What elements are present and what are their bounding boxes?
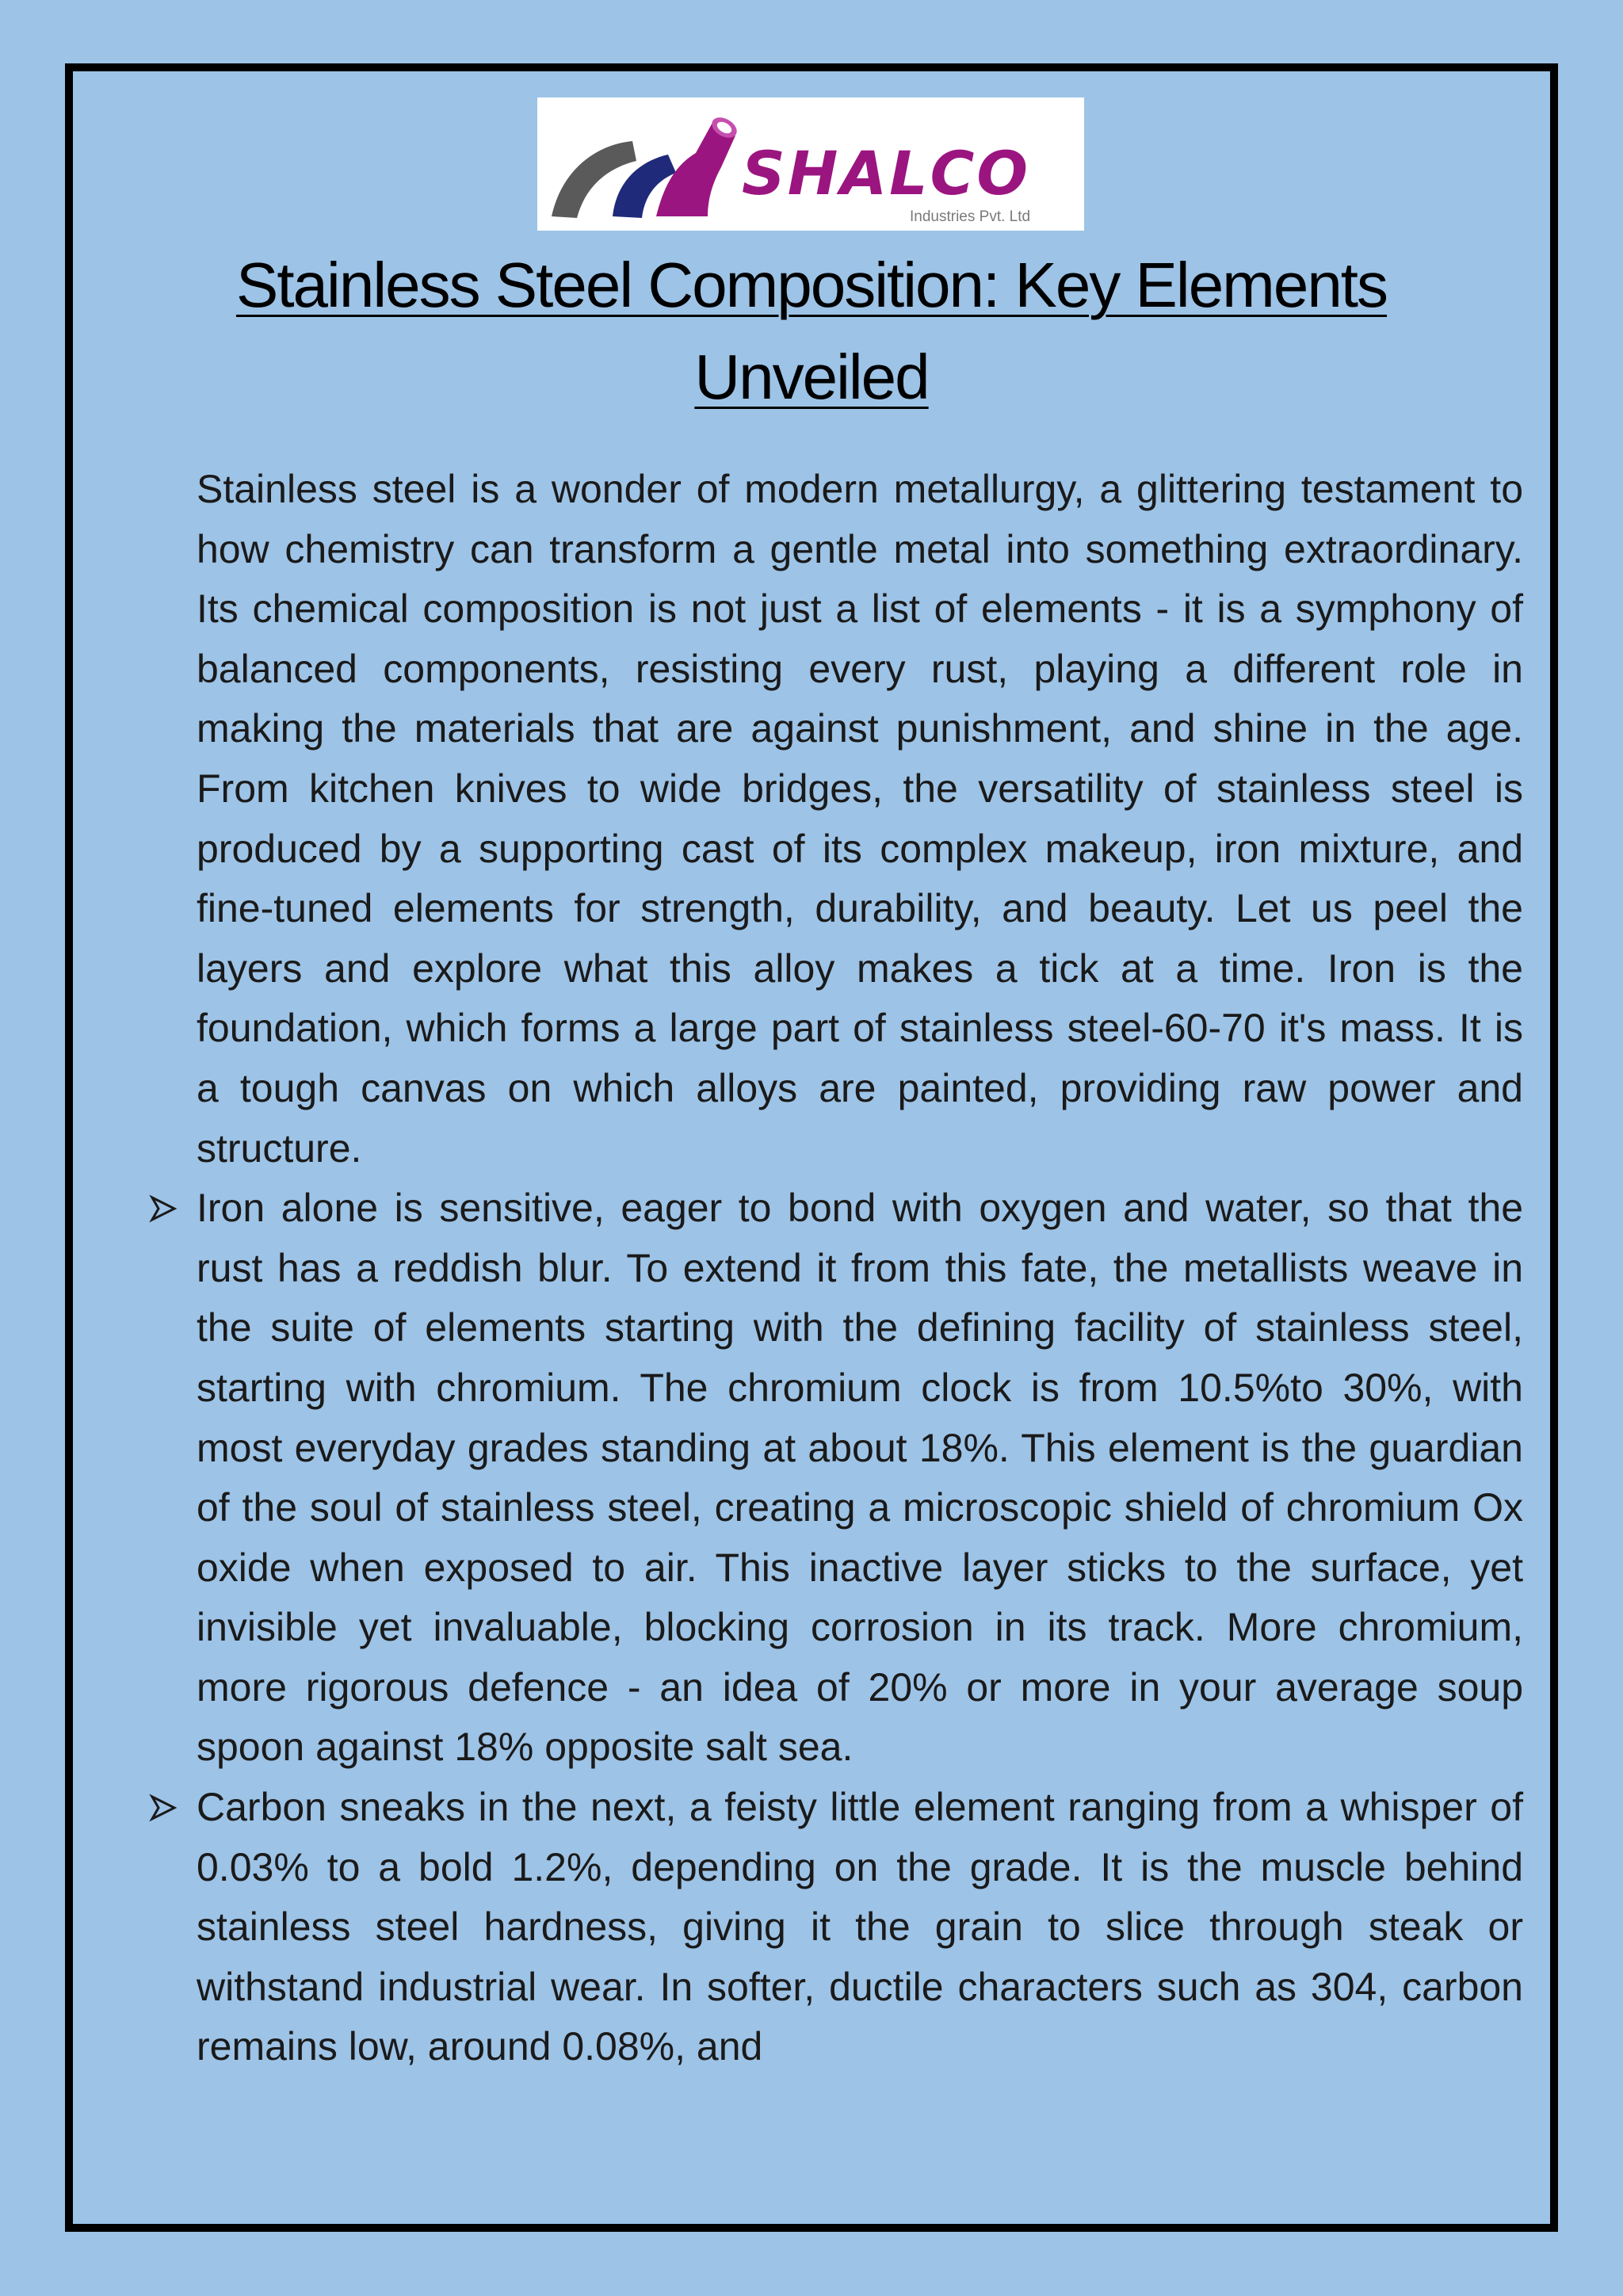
- arrow-bullet-icon: [147, 1179, 179, 1238]
- bullet-text: Carbon sneaks in the next, a feisty little element ranging from a whisper of 0.03% to a bold 1.2%, depending on the grade. It is the muscle behind stainless steel hardness, giving it the grain to slice through steak or withstand industrial wear. In softer, ductile characters such as 304, carbon remains low, around 0.08%, and: [197, 1785, 1523, 2069]
- document-title: Stainless Steel Composition: Key Elements Unveiled: [235, 250, 1388, 412]
- company-logo: [537, 97, 1084, 231]
- intro-paragraph: Stainless steel is a wonder of modern metallurgy, a glittering testament to how chemistry can transform a gentle metal into something extraordinary. Its chemical composition is not just a list of elements - it is a symphony of balanced components, resisting every rust, playing a different role in making the materials that are against punishment, and shine in the age. From kitchen knives to wide bridges, the versatility of stainless steel is produced by a supporting cast of its complex makeup, iron mixture, and fine-tuned elements for strength, durability, and beauty. Let us peel the layers and explore what this alloy makes a tick at a time. Iron is the foundation, which forms a large part of stainless steel-60-70 it's mass. It is a tough canvas on which alloys are painted, providing raw power and structure.: [197, 467, 1523, 1171]
- bullet-text: Iron alone is sensitive, eager to bond with oxygen and water, so that the rust has a reddish blur. To extend it from this fate, the metallists weave in the suite of elements starting with the defining facility of stainless steel, starting with chromium. The chromium clock is from 10.5%to 30%, with most everyday grades standing at about 18%. This element is the guardian of the soul of stainless steel, creating a microscopic shield of chromium Ox oxide when exposed to air. This inactive layer sticks to the surface, yet invisible yet invaluable, blocking corrosion in its track. More chromium, more rigorous defence - an idea of 20% or more in your average soup spoon against 18% opposite salt sea.: [197, 1186, 1523, 1770]
- document-body: [197, 460, 1523, 2077]
- logo-brand-text: SHALCO: [742, 138, 1030, 208]
- bullet-item-chromium: [197, 1179, 1523, 1778]
- arrow-bullet-icon: [147, 1778, 179, 1837]
- logo-tagline-text: Industries Pvt. Ltd: [910, 208, 1031, 225]
- bullet-item-carbon: [197, 1778, 1523, 2077]
